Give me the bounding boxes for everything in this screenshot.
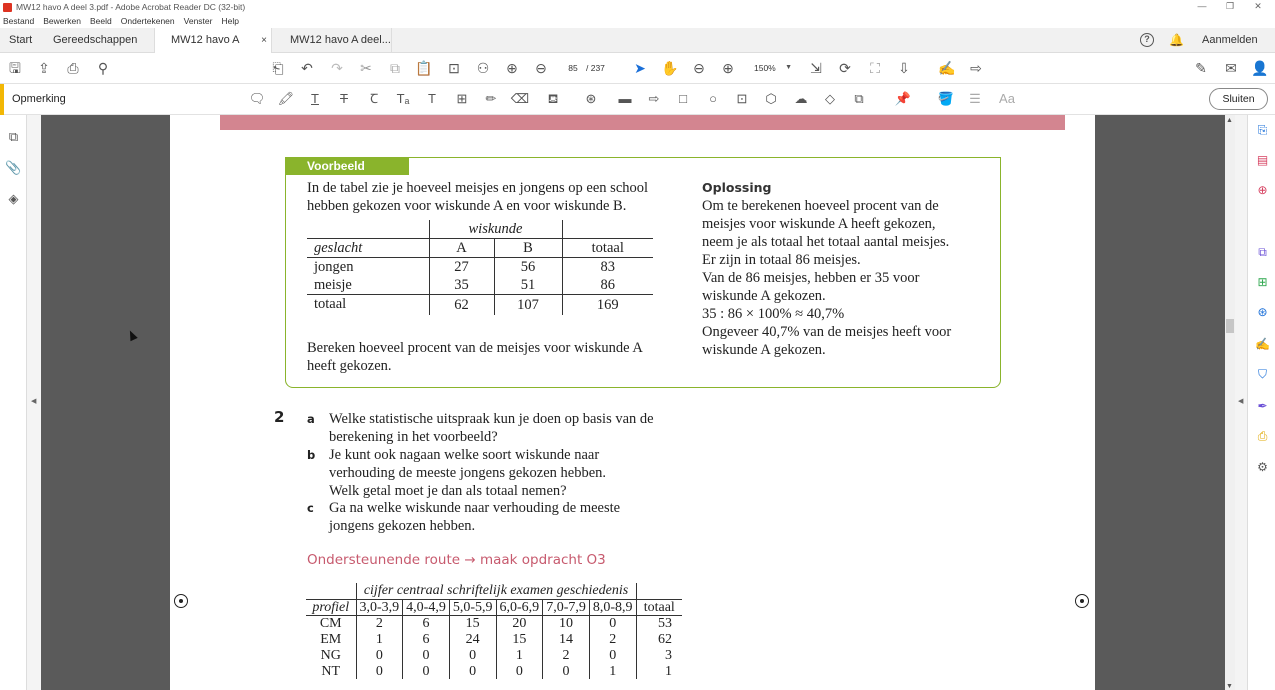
crosshair-marker-left bbox=[174, 594, 188, 608]
minimize-button[interactable]: — bbox=[1197, 1, 1207, 11]
fit-width-icon[interactable]: ⇲ bbox=[810, 60, 822, 76]
table1-header-a: A bbox=[429, 239, 494, 258]
vertical-scrollbar[interactable] bbox=[1225, 115, 1235, 690]
table2-cell: 2 bbox=[589, 631, 636, 647]
menu-beeld[interactable]: Beeld bbox=[90, 16, 112, 26]
solution-line: 35 : 86 × 100% ≈ 40,7% bbox=[702, 306, 845, 322]
table-row bbox=[306, 615, 682, 631]
page-up-icon[interactable]: ⊕ bbox=[506, 60, 518, 76]
table2-cell: CM bbox=[319, 615, 342, 631]
chevron-down-icon: ▼ bbox=[785, 64, 792, 71]
stamp-icon[interactable]: ⛾ bbox=[547, 91, 559, 106]
text-box-icon[interactable]: ⊞ bbox=[456, 91, 468, 106]
table2-cell: 0 bbox=[589, 615, 636, 631]
zoom-value: 150% bbox=[754, 63, 776, 73]
close-comment-button[interactable]: Sluiten bbox=[1209, 88, 1268, 110]
question-b-line: Je kunt ook nagaan welke soort wiskunde naar bbox=[329, 447, 600, 463]
tab-tools[interactable]: Gereedschappen bbox=[53, 34, 138, 46]
menu-bestand[interactable]: Bestand bbox=[3, 16, 35, 26]
question-c-line: jongens gekozen hebben. bbox=[329, 518, 476, 534]
underline-text-icon[interactable]: T bbox=[311, 91, 319, 106]
table2-cell: NT bbox=[321, 663, 341, 679]
select-cursor-icon[interactable]: ➤ bbox=[634, 60, 646, 76]
cloud-icon[interactable]: ☁ bbox=[794, 91, 808, 106]
line-icon[interactable]: ▬ bbox=[618, 91, 632, 106]
export-pdf-icon[interactable]: ⎘ bbox=[1257, 123, 1268, 137]
table2-cell: 6 bbox=[403, 615, 450, 631]
pencil-icon[interactable]: ✏ bbox=[485, 91, 497, 106]
protect-shield-icon[interactable]: ⛉ bbox=[1257, 367, 1267, 381]
chevron-left-icon: ◀ bbox=[1238, 398, 1244, 405]
table2-cell: 24 bbox=[449, 631, 496, 647]
question-letter-c: c bbox=[307, 501, 314, 515]
layers-icon[interactable]: ◈ bbox=[8, 191, 19, 206]
table2-cell: 2 bbox=[356, 615, 403, 631]
question-letter-b: b bbox=[307, 448, 316, 462]
print-icon[interactable]: ⎙ bbox=[67, 60, 79, 76]
zoom-dropdown[interactable] bbox=[748, 59, 794, 77]
pdf-page bbox=[170, 115, 1095, 690]
menu-ondertekenen[interactable]: Ondertekenen bbox=[120, 16, 175, 26]
oval-icon[interactable]: ○ bbox=[709, 91, 717, 106]
table1-cell: jongen bbox=[314, 259, 354, 275]
table2-cell: 0 bbox=[496, 663, 543, 679]
table2-cell: 0 bbox=[449, 663, 496, 679]
fill-sign-icon[interactable]: ⇨ bbox=[970, 60, 982, 76]
full-screen-icon[interactable]: ⛶ bbox=[870, 60, 880, 76]
solution-line: Om te berekenen hoeveel procent van de bbox=[702, 198, 939, 214]
left-panel-splitter[interactable] bbox=[27, 115, 41, 690]
comment-label: Opmerking bbox=[12, 93, 66, 105]
table-row bbox=[307, 258, 653, 277]
eraser-icon[interactable]: ⌫ bbox=[510, 91, 530, 106]
table1-cell: 35 bbox=[429, 276, 494, 295]
sign-in-button[interactable]: Aanmelden bbox=[1202, 34, 1258, 46]
attachments-icon[interactable]: 📎 bbox=[5, 160, 22, 175]
chevron-left-icon: ◀ bbox=[31, 398, 37, 405]
redo-icon[interactable]: ↷ bbox=[331, 60, 343, 76]
table2-cell: 1 bbox=[496, 647, 543, 663]
table-row bbox=[307, 276, 653, 295]
sign-icon[interactable]: ✍ bbox=[938, 60, 956, 76]
title-bar bbox=[0, 0, 1275, 14]
find-icon[interactable]: ⚇ bbox=[476, 60, 490, 76]
table2-header: 3,0-3,9 bbox=[356, 599, 403, 615]
example-intro-1: In de tabel zie je hoeveel meisjes en jongens op een school bbox=[307, 180, 649, 196]
solution-line: Er zijn in totaal 86 meisjes. bbox=[702, 252, 861, 268]
comment-toolbar bbox=[0, 84, 1275, 115]
question-b-line: Welk getal moet je dan als totaal nemen? bbox=[329, 483, 567, 499]
fill-color-icon[interactable]: 🪣 bbox=[937, 91, 955, 106]
table1-cell: 83 bbox=[562, 258, 653, 277]
table2-cell: 14 bbox=[543, 631, 590, 647]
table2-header: totaal bbox=[636, 599, 682, 615]
organize-pages-icon[interactable]: ▤ bbox=[1256, 153, 1269, 167]
attach-icon[interactable]: ⊛ bbox=[585, 91, 597, 106]
table2-cell: 62 bbox=[636, 631, 682, 647]
table2-cell: 2 bbox=[543, 647, 590, 663]
save-icon[interactable]: 🖫 bbox=[9, 60, 21, 76]
table2-cell: 6 bbox=[403, 631, 450, 647]
text-callout-icon[interactable]: ⊡ bbox=[736, 91, 748, 106]
scroll-up-icon[interactable]: ▲ bbox=[1226, 117, 1233, 124]
support-route-link[interactable]: Ondersteunende route → maak opdracht O3 bbox=[307, 552, 606, 568]
share-user-icon[interactable]: 👤 bbox=[1251, 60, 1269, 76]
table1-group-header: wiskunde bbox=[429, 220, 562, 239]
page-total: / 237 bbox=[586, 63, 605, 73]
table1-cell: 56 bbox=[494, 258, 562, 277]
combine-files-icon[interactable]: ⧉ bbox=[1258, 245, 1267, 259]
question-a-line: berekening in het voorbeeld? bbox=[329, 429, 498, 445]
table2-cell: 0 bbox=[543, 663, 590, 679]
tab-document-2-label: MW12 havo A deel... bbox=[290, 34, 391, 46]
table1-cell: 169 bbox=[562, 295, 653, 316]
table2-cell: 0 bbox=[403, 647, 450, 663]
font-size-icon[interactable]: Aa bbox=[999, 91, 1015, 106]
help-icon[interactable]: ? bbox=[1140, 33, 1154, 47]
table2-header: 7,0-7,9 bbox=[543, 599, 590, 615]
table2-cell: 15 bbox=[496, 631, 543, 647]
table2-cell: 1 bbox=[636, 663, 682, 679]
page-number-input[interactable]: 85 bbox=[562, 59, 584, 77]
highlight-icon[interactable]: 🖍 bbox=[277, 91, 295, 106]
table2-cell: 0 bbox=[449, 647, 496, 663]
scroll-down-icon[interactable]: ▼ bbox=[1226, 683, 1233, 690]
question-number: 2 bbox=[274, 408, 285, 426]
solution-line: wiskunde A gekozen. bbox=[702, 288, 826, 304]
cut-icon[interactable]: ✂ bbox=[360, 60, 372, 76]
question-a-line: Welke statistische uitspraak kun je doen op basis van de bbox=[329, 411, 654, 427]
table2-header: profiel bbox=[312, 599, 350, 615]
acrobat-icon bbox=[3, 3, 12, 12]
menu-bewerken[interactable]: Bewerken bbox=[43, 16, 82, 26]
shape-stack-icon[interactable]: ⧉ bbox=[854, 91, 864, 106]
tab-start[interactable]: Start bbox=[9, 34, 33, 46]
compress-icon[interactable]: ⊞ bbox=[1257, 275, 1268, 289]
table1-cell: 107 bbox=[494, 295, 562, 316]
table1-cell: 27 bbox=[429, 258, 494, 277]
snapshot-icon[interactable]: ⊡ bbox=[448, 60, 460, 76]
strikethrough-icon[interactable]: T bbox=[340, 91, 348, 106]
exam-grades-table bbox=[306, 583, 682, 679]
table1-header-b: B bbox=[494, 239, 562, 258]
table1-cell: 86 bbox=[562, 276, 653, 295]
menu-help[interactable]: Help bbox=[221, 16, 239, 26]
solution-line: Ongeveer 40,7% van de meisjes heeft voor bbox=[702, 324, 952, 340]
table-row bbox=[306, 631, 682, 647]
zoom-out-icon[interactable]: ⊖ bbox=[693, 60, 705, 76]
table2-cell: 1 bbox=[589, 663, 636, 679]
table2-cell: 0 bbox=[403, 663, 450, 679]
comment-accent-bar bbox=[0, 84, 4, 115]
table1-cell: 51 bbox=[494, 276, 562, 295]
question-b-line: verhouding de meeste jongens gekozen hebben. bbox=[329, 465, 607, 481]
arrow-icon[interactable]: ⇨ bbox=[648, 91, 660, 106]
scroll-mode-icon[interactable]: ⇩ bbox=[898, 60, 910, 76]
mail-icon[interactable]: ✉ bbox=[1225, 60, 1237, 76]
table1-cell: 62 bbox=[429, 295, 494, 316]
table2-cell: 0 bbox=[589, 647, 636, 663]
page-thumbnails-icon[interactable]: ⧉ bbox=[8, 129, 19, 144]
tab-document-2[interactable] bbox=[274, 28, 392, 53]
scrollbar-thumb[interactable] bbox=[1226, 319, 1234, 333]
fill-sign-icon[interactable]: ✍ bbox=[1255, 337, 1270, 351]
close-window-button[interactable]: ✕ bbox=[1254, 1, 1262, 11]
example-intro-2: hebben gekozen voor wiskunde A en voor wiskunde B. bbox=[307, 198, 627, 214]
table-row bbox=[306, 663, 682, 679]
table2-header: 8,0-8,9 bbox=[589, 599, 636, 615]
rotate-icon[interactable]: ⟳ bbox=[839, 60, 851, 76]
hand-tool-icon[interactable]: ✋ bbox=[661, 60, 679, 76]
table1-cell: meisje bbox=[314, 277, 352, 293]
line-weight-icon[interactable]: ☰ bbox=[969, 91, 981, 106]
undo-icon[interactable]: ↶ bbox=[301, 60, 313, 76]
table2-cell: 10 bbox=[543, 615, 590, 631]
table2-group-header: cijfer centraal schriftelijk examen geschiedenis bbox=[356, 583, 636, 599]
polygon-icon[interactable]: ⬡ bbox=[765, 91, 777, 106]
solution-line: meisjes voor wiskunde A heeft gekozen, bbox=[702, 216, 936, 232]
create-pdf-icon[interactable]: ⎗ bbox=[272, 60, 284, 76]
question-letter-a: a bbox=[307, 412, 315, 426]
table2-cell: 1 bbox=[356, 631, 403, 647]
document-viewport[interactable] bbox=[41, 115, 1225, 690]
header-band bbox=[220, 115, 1065, 130]
bell-icon[interactable]: 🔔 bbox=[1169, 33, 1184, 47]
rectangle-icon[interactable]: □ bbox=[679, 91, 687, 106]
insert-text-icon[interactable]: Tₐ bbox=[396, 91, 410, 106]
scan-icon[interactable]: ⊛ bbox=[1257, 305, 1268, 319]
menu-venster[interactable]: Venster bbox=[183, 16, 213, 26]
zoom-in-icon[interactable]: ⊕ bbox=[722, 60, 734, 76]
window-title: MW12 havo A deel 3.pdf - Adobe Acrobat Reader DC (32-bit) bbox=[16, 2, 246, 12]
table1-header-total: totaal bbox=[562, 239, 653, 258]
send-review-icon[interactable]: ⎙ bbox=[1257, 429, 1268, 443]
question-c-line: Ga na welke wiskunde naar verhouding de meeste bbox=[329, 500, 621, 516]
tab-bar bbox=[0, 28, 1275, 53]
upload-cloud-icon[interactable]: ⇪ bbox=[38, 60, 50, 76]
comment-icon[interactable]: 🗨 bbox=[1254, 214, 1271, 228]
table2-header: 5,0-5,9 bbox=[449, 599, 496, 615]
example-label: Voorbeeld bbox=[285, 157, 409, 175]
add-text-icon[interactable]: T bbox=[428, 91, 436, 106]
tab-document-active[interactable] bbox=[154, 28, 272, 53]
table2-cell: 20 bbox=[496, 615, 543, 631]
table2-cell: EM bbox=[320, 631, 342, 647]
right-panel-splitter[interactable] bbox=[1235, 115, 1247, 690]
table2-cell: 0 bbox=[356, 663, 403, 679]
table2-header: 4,0-4,9 bbox=[403, 599, 450, 615]
table2-cell: 15 bbox=[449, 615, 496, 631]
table-row bbox=[306, 647, 682, 663]
replace-text-icon[interactable]: Ꞇ bbox=[369, 91, 379, 106]
solution-line: wiskunde A gekozen. bbox=[702, 342, 826, 358]
edit-pen-icon[interactable]: ✎ bbox=[1195, 60, 1207, 76]
table2-cell: NG bbox=[320, 647, 341, 663]
maximize-button[interactable]: ❐ bbox=[1225, 1, 1235, 11]
table1-header-gender: geslacht bbox=[314, 240, 363, 256]
solution-line: Van de 86 meisjes, hebben er 35 voor bbox=[702, 270, 920, 286]
table2-header: 6,0-6,9 bbox=[496, 599, 543, 615]
crosshair-marker-right bbox=[1075, 594, 1089, 608]
copy-icon[interactable]: ⧉ bbox=[390, 60, 400, 76]
solution-title: Oplossing bbox=[702, 180, 772, 195]
create-pdf-icon[interactable]: ⊕ bbox=[1257, 183, 1268, 197]
left-navigation-panel bbox=[0, 115, 27, 690]
paste-icon[interactable]: 📋 bbox=[415, 60, 433, 76]
gender-math-table bbox=[307, 220, 653, 315]
table2-cell: 3 bbox=[636, 647, 682, 663]
example-question-1: Bereken hoeveel procent van de meisjes voor wiskunde A bbox=[307, 340, 643, 356]
search-icon[interactable]: ⚲ bbox=[97, 60, 109, 76]
pin-icon[interactable]: 📌 bbox=[894, 91, 912, 106]
sticky-note-icon[interactable]: 🗨 bbox=[248, 91, 266, 106]
table2-cell: 53 bbox=[636, 615, 682, 631]
table2-cell: 0 bbox=[356, 647, 403, 663]
table-row bbox=[307, 295, 653, 316]
close-tab-icon[interactable]: × bbox=[261, 35, 267, 46]
request-signature-icon[interactable]: ✒ bbox=[1257, 399, 1268, 413]
example-question-2: heeft gekozen. bbox=[307, 358, 392, 374]
page-down-icon[interactable]: ⊖ bbox=[535, 60, 547, 76]
polygon-line-icon[interactable]: ◇ bbox=[825, 91, 835, 106]
table1-cell: totaal bbox=[314, 296, 347, 312]
menu-bar bbox=[0, 14, 248, 28]
solution-line: neem je als totaal het totaal aantal meisjes. bbox=[702, 234, 950, 250]
right-tools-panel bbox=[1247, 115, 1275, 690]
tab-document-label: MW12 havo A bbox=[171, 34, 239, 46]
more-tools-icon[interactable]: ⚙ bbox=[1257, 460, 1268, 474]
